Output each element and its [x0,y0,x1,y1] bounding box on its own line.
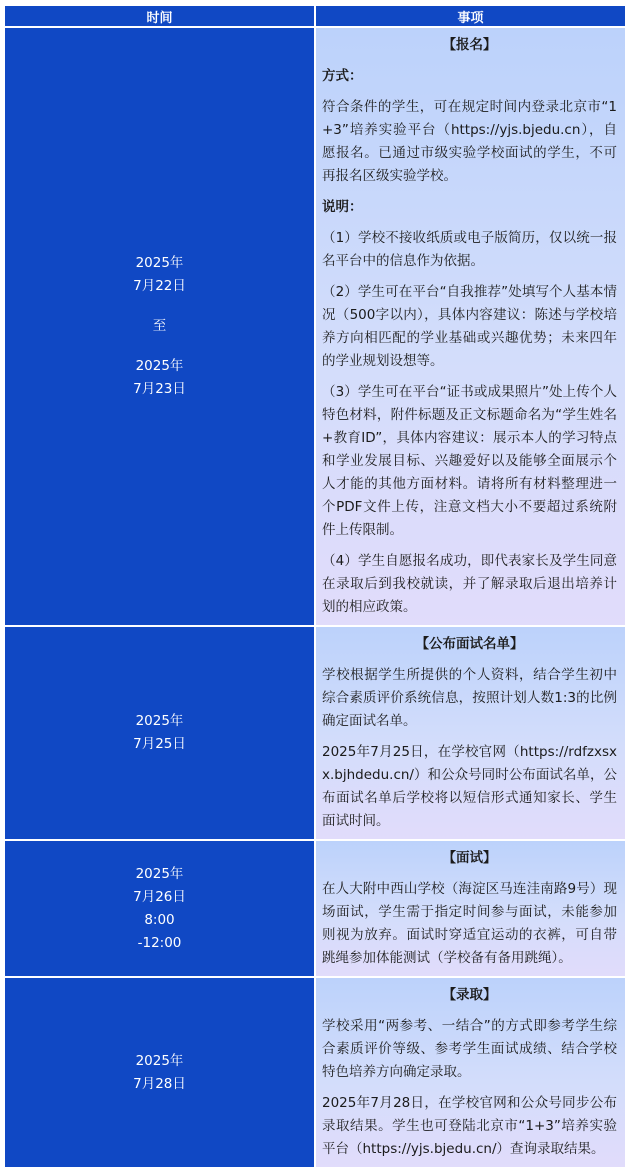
date-line: 2025年 [135,255,184,271]
paragraph: 2025年7月28日，在学校官网和公众号同步公布录取结果。学生也可登陆北京市“1+3”培养实验平台（https://yjs.bjedu.cn/）查询录取结果。 [322,1095,617,1157]
note-item: （1）学校不接收纸质或电子版简历，仅以统一报名平台中的信息作为依据。 [322,230,617,269]
method-label: 方式： [322,68,363,84]
date-line: 2025年 [135,865,184,882]
paragraph: 2025年7月25日，在学校官网（https://rdfzxsxx.bjhdedu.cn/）和公众号同时公布面试名单，公布面试名单后学校将以短信形式通知家长、学生面试时间。 [322,744,617,829]
date-cell-interview-list [4,626,315,840]
column-header-item: 事项 [315,5,626,27]
content-cell-registration [315,27,626,626]
section-title: 【录取】 [442,987,497,1003]
date-line: 2025年 [135,1052,184,1069]
paragraph: 在人大附中西山学校（海淀区马连洼南路9号）现场面试，学生需于指定时间参与面试，未能参加则视为放弃。面试时穿适宜运动的衣裤，可自带跳绳参加体能测试（学校备有备用跳绳）。 [322,881,617,966]
date-cell-registration [4,27,315,626]
date-line: 7月26日 [133,888,186,905]
note-item: （2）学生可在平台“自我推荐”处填写个人基本情况（500字以内），具体内容建议：陈述与学校培养方向相匹配的学业基础或兴趣优势；未来四年的学业规划设想等。 [322,284,617,369]
content-cell-admission [315,977,626,1168]
method-text: 符合条件的学生，可在规定时间内登录北京市“1+3”培养实验平台（https://yjs.bjedu.cn），自愿报名。已通过市级实验学校面试的学生，不可再报名区级实验学校。 [322,99,617,184]
note-item: （4）学生自愿报名成功，即代表家长及学生同意在录取后到我校就读，并了解录取后退出培养计划的相应政策。 [322,553,617,615]
time-line: -12:00 [137,934,182,951]
table-row-interview-list [4,626,626,840]
section-title: 【公布面试名单】 [415,636,524,652]
table-row-admission [4,977,626,1168]
date-line: 7月28日 [133,1075,186,1092]
paragraph: 学校采用“两参考、一结合”的方式即参考学生综合素质评价等级、参考学生面试成绩、结合学校特色培养方向确定录取。 [322,1018,617,1080]
date-cell-interview [4,840,315,977]
date-line: 2025年 [135,358,184,374]
table-row-interview [4,840,626,977]
paragraph: 学校根据学生所提供的个人资料，结合学生初中综合素质评价系统信息，按照计划人数1:3的比例确定面试名单。 [322,667,617,729]
table-header-row [4,5,626,27]
column-header-time: 时间 [4,5,315,27]
date-cell-admission [4,977,315,1168]
date-separator: 至 [152,318,167,334]
note-label: 说明： [322,199,363,215]
date-line: 2025年 [135,713,184,729]
table-row-registration [4,27,626,626]
date-line: 7月22日 [133,278,186,294]
schedule-table [3,4,627,1169]
section-title: 【报名】 [442,37,497,53]
note-item: （3）学生可在平台“证书或成果照片”处上传个人特色材料，附件标题及正文标题命名为“学生姓名+教育ID”，具体内容建议：展示本人的学习特点和学业发展目标、兴趣爱好以及能够全面展示个人才能的其他方面材料。请将所有材料整理进一个PDF文件上传，注意文档大小不要超过系统附件上传限制。 [322,384,617,538]
content-cell-interview-list [315,626,626,840]
date-line: 7月25日 [133,736,186,752]
content-cell-interview [315,840,626,977]
date-line: 7月23日 [133,381,186,397]
section-title: 【面试】 [442,850,497,866]
time-line: 8:00 [144,911,175,928]
